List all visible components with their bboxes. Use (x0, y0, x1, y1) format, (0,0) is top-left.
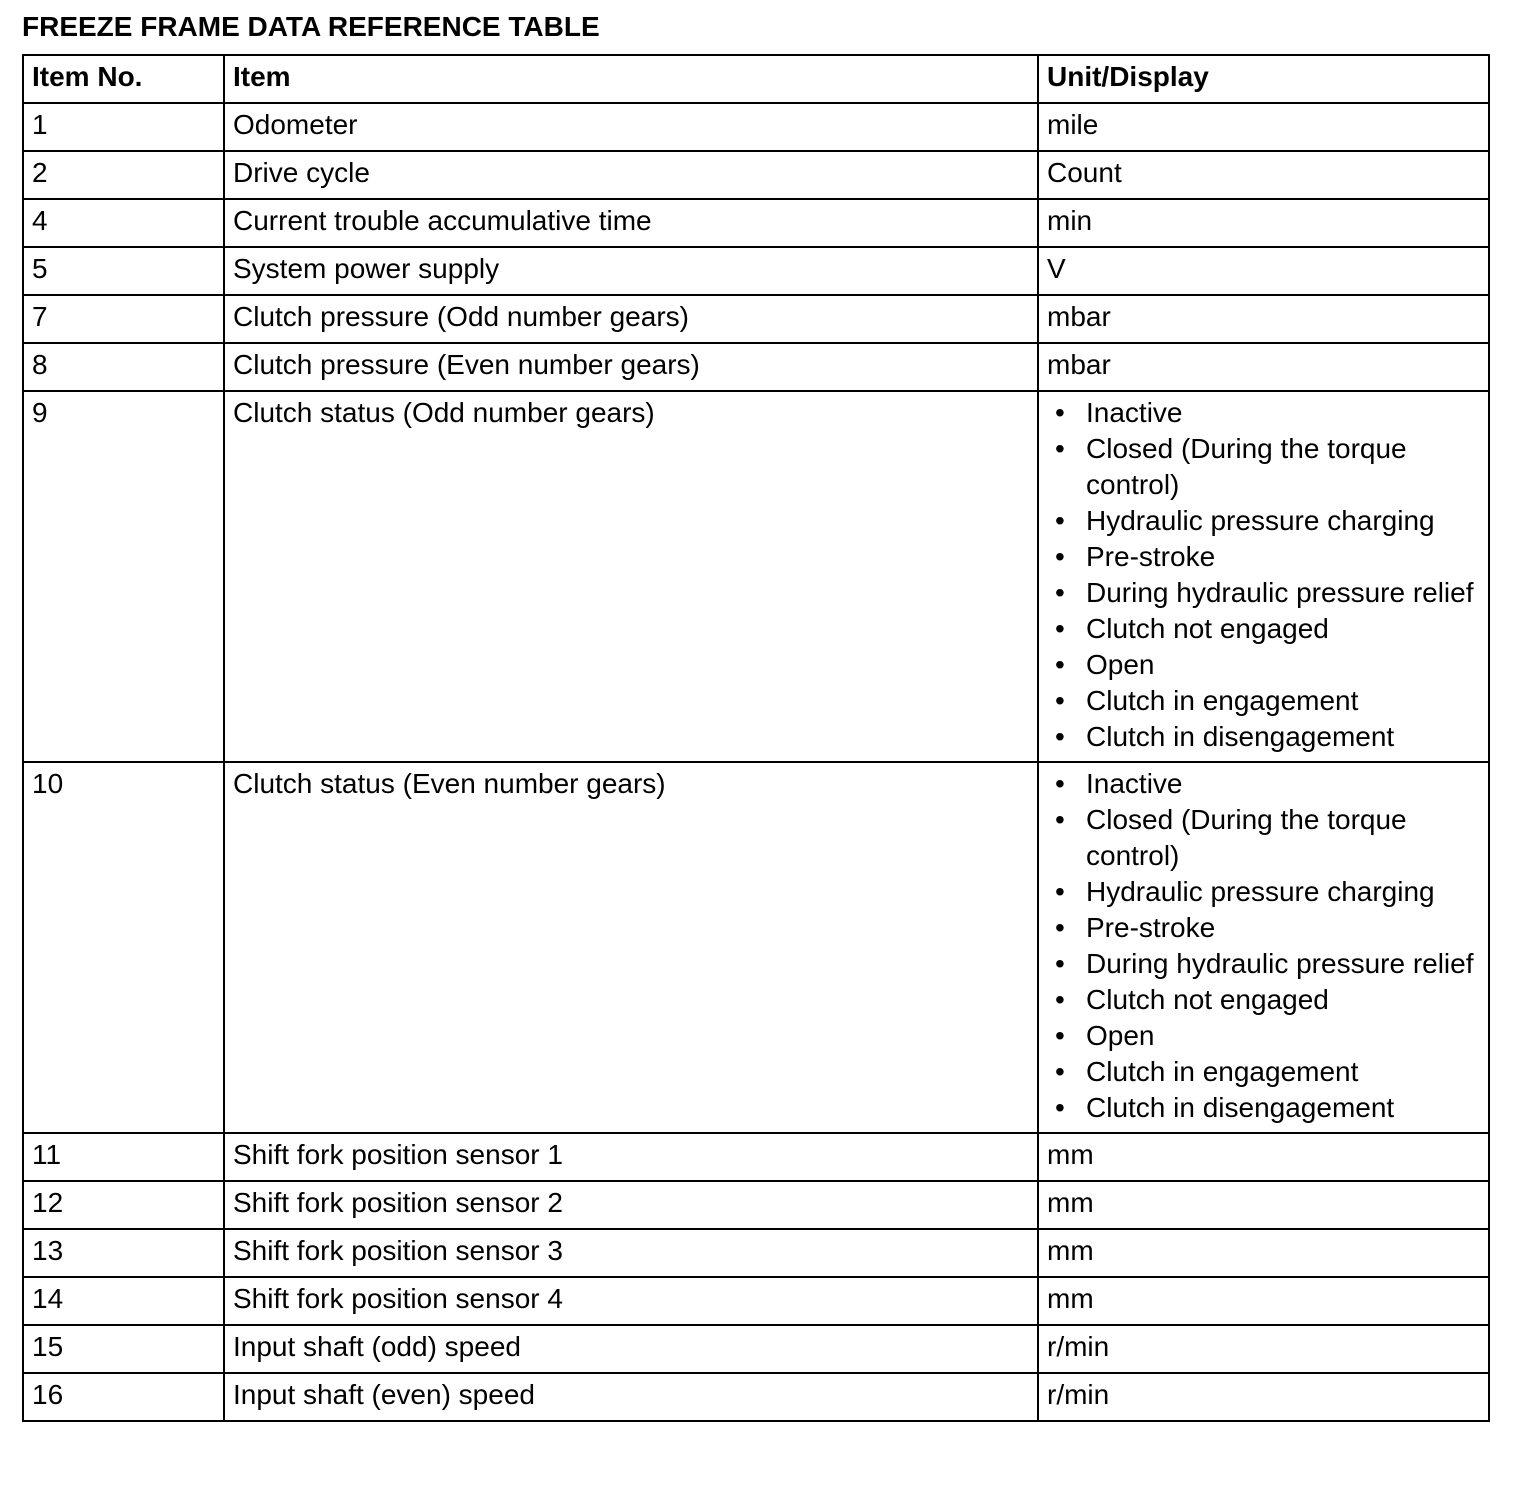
cell-item-no: 8 (23, 343, 224, 391)
bullet-icon: • (1055, 1020, 1065, 1051)
cell-item-no: 12 (23, 1181, 224, 1229)
bullet-icon: • (1055, 397, 1065, 428)
cell-item-no: 13 (23, 1229, 224, 1277)
list-item (1047, 982, 1480, 1018)
list-item (1047, 647, 1480, 683)
cell-item-no: 10 (23, 762, 224, 1133)
cell-item: Input shaft (odd) speed (224, 1325, 1038, 1373)
list-item (1047, 539, 1480, 575)
list-item (1047, 719, 1480, 755)
option-label: Clutch in engagement (1086, 685, 1359, 716)
cell-item: Input shaft (even) speed (224, 1373, 1038, 1421)
cell-item-no: 2 (23, 151, 224, 199)
cell-item: Odometer (224, 103, 1038, 151)
cell-item: Clutch pressure (Even number gears) (224, 343, 1038, 391)
bullet-icon: • (1055, 649, 1065, 680)
cell-item: Clutch pressure (Odd number gears) (224, 295, 1038, 343)
bullet-icon: • (1055, 433, 1065, 464)
cell-item: Clutch status (Odd number gears) (224, 391, 1038, 762)
table-row (23, 1373, 1489, 1421)
cell-item-no: 5 (23, 247, 224, 295)
option-label: Closed (During the torque control) (1086, 804, 1407, 871)
status-options-list (1047, 395, 1480, 755)
list-item (1047, 1018, 1480, 1054)
cell-item: Shift fork position sensor 1 (224, 1133, 1038, 1181)
list-item (1047, 611, 1480, 647)
bullet-icon: • (1055, 1092, 1065, 1123)
option-label: Open (1086, 1020, 1155, 1051)
table-row (23, 295, 1489, 343)
table-row (23, 1133, 1489, 1181)
bullet-icon: • (1055, 505, 1065, 536)
bullet-icon: • (1055, 912, 1065, 943)
option-label: During hydraulic pressure relief (1086, 577, 1474, 608)
cell-item: Current trouble accumulative time (224, 199, 1038, 247)
cell-unit: mm (1038, 1277, 1489, 1325)
list-item (1047, 1090, 1480, 1126)
cell-unit: r/min (1038, 1325, 1489, 1373)
list-item (1047, 874, 1480, 910)
cell-unit: Count (1038, 151, 1489, 199)
bullet-icon: • (1055, 541, 1065, 572)
cell-item: Shift fork position sensor 3 (224, 1229, 1038, 1277)
cell-item: Drive cycle (224, 151, 1038, 199)
table-header-row (23, 55, 1489, 103)
option-label: Hydraulic pressure charging (1086, 876, 1435, 907)
table-row (23, 151, 1489, 199)
cell-unit: mbar (1038, 295, 1489, 343)
header-unit-display: Unit/Display (1038, 55, 1489, 103)
cell-unit: mbar (1038, 343, 1489, 391)
table-row (23, 1181, 1489, 1229)
cell-unit: mm (1038, 1181, 1489, 1229)
cell-unit-options (1038, 762, 1489, 1133)
cell-item-no: 11 (23, 1133, 224, 1181)
option-label: Clutch not engaged (1086, 984, 1329, 1015)
table-row (23, 343, 1489, 391)
cell-item: Clutch status (Even number gears) (224, 762, 1038, 1133)
cell-item-no: 9 (23, 391, 224, 762)
bullet-icon: • (1055, 768, 1065, 799)
bullet-icon: • (1055, 876, 1065, 907)
option-label: During hydraulic pressure relief (1086, 948, 1474, 979)
bullet-icon: • (1055, 948, 1065, 979)
cell-unit: r/min (1038, 1373, 1489, 1421)
cell-item-no: 16 (23, 1373, 224, 1421)
option-label: Inactive (1086, 397, 1183, 428)
option-label: Pre-stroke (1086, 541, 1216, 572)
cell-unit: min (1038, 199, 1489, 247)
option-label: Clutch in engagement (1086, 1056, 1359, 1087)
cell-unit: mm (1038, 1229, 1489, 1277)
freeze-frame-table (22, 54, 1490, 1422)
status-options-list (1047, 766, 1480, 1126)
option-label: Hydraulic pressure charging (1086, 505, 1435, 536)
option-label: Clutch in disengagement (1086, 721, 1395, 752)
list-item (1047, 766, 1480, 802)
list-item (1047, 575, 1480, 611)
list-item (1047, 946, 1480, 982)
cell-item-no: 14 (23, 1277, 224, 1325)
table-row (23, 199, 1489, 247)
table-row (23, 762, 1489, 1133)
bullet-icon: • (1055, 721, 1065, 752)
cell-item: Shift fork position sensor 4 (224, 1277, 1038, 1325)
option-label: Inactive (1086, 768, 1183, 799)
cell-item-no: 15 (23, 1325, 224, 1373)
cell-unit: mm (1038, 1133, 1489, 1181)
list-item (1047, 802, 1480, 874)
list-item (1047, 910, 1480, 946)
option-label: Clutch in disengagement (1086, 1092, 1395, 1123)
cell-unit: V (1038, 247, 1489, 295)
table-row (23, 247, 1489, 295)
header-item: Item (224, 55, 1038, 103)
table-row (23, 103, 1489, 151)
cell-item: Shift fork position sensor 2 (224, 1181, 1038, 1229)
option-label: Open (1086, 649, 1155, 680)
bullet-icon: • (1055, 613, 1065, 644)
page-title: FREEZE FRAME DATA REFERENCE TABLE (22, 11, 600, 42)
list-item (1047, 1054, 1480, 1090)
option-label: Clutch not engaged (1086, 613, 1329, 644)
cell-item-no: 1 (23, 103, 224, 151)
bullet-icon: • (1055, 804, 1065, 835)
cell-unit: mile (1038, 103, 1489, 151)
cell-item-no: 7 (23, 295, 224, 343)
option-label: Pre-stroke (1086, 912, 1216, 943)
table-row (23, 1325, 1489, 1373)
list-item (1047, 395, 1480, 431)
table-row (23, 391, 1489, 762)
bullet-icon: • (1055, 984, 1065, 1015)
option-label: Closed (During the torque control) (1086, 433, 1407, 500)
list-item (1047, 683, 1480, 719)
bullet-icon: • (1055, 577, 1065, 608)
header-item-no: Item No. (23, 55, 224, 103)
list-item (1047, 503, 1480, 539)
bullet-icon: • (1055, 1056, 1065, 1087)
table-row (23, 1229, 1489, 1277)
cell-item-no: 4 (23, 199, 224, 247)
cell-unit-options (1038, 391, 1489, 762)
table-row (23, 1277, 1489, 1325)
list-item (1047, 431, 1480, 503)
bullet-icon: • (1055, 685, 1065, 716)
cell-item: System power supply (224, 247, 1038, 295)
